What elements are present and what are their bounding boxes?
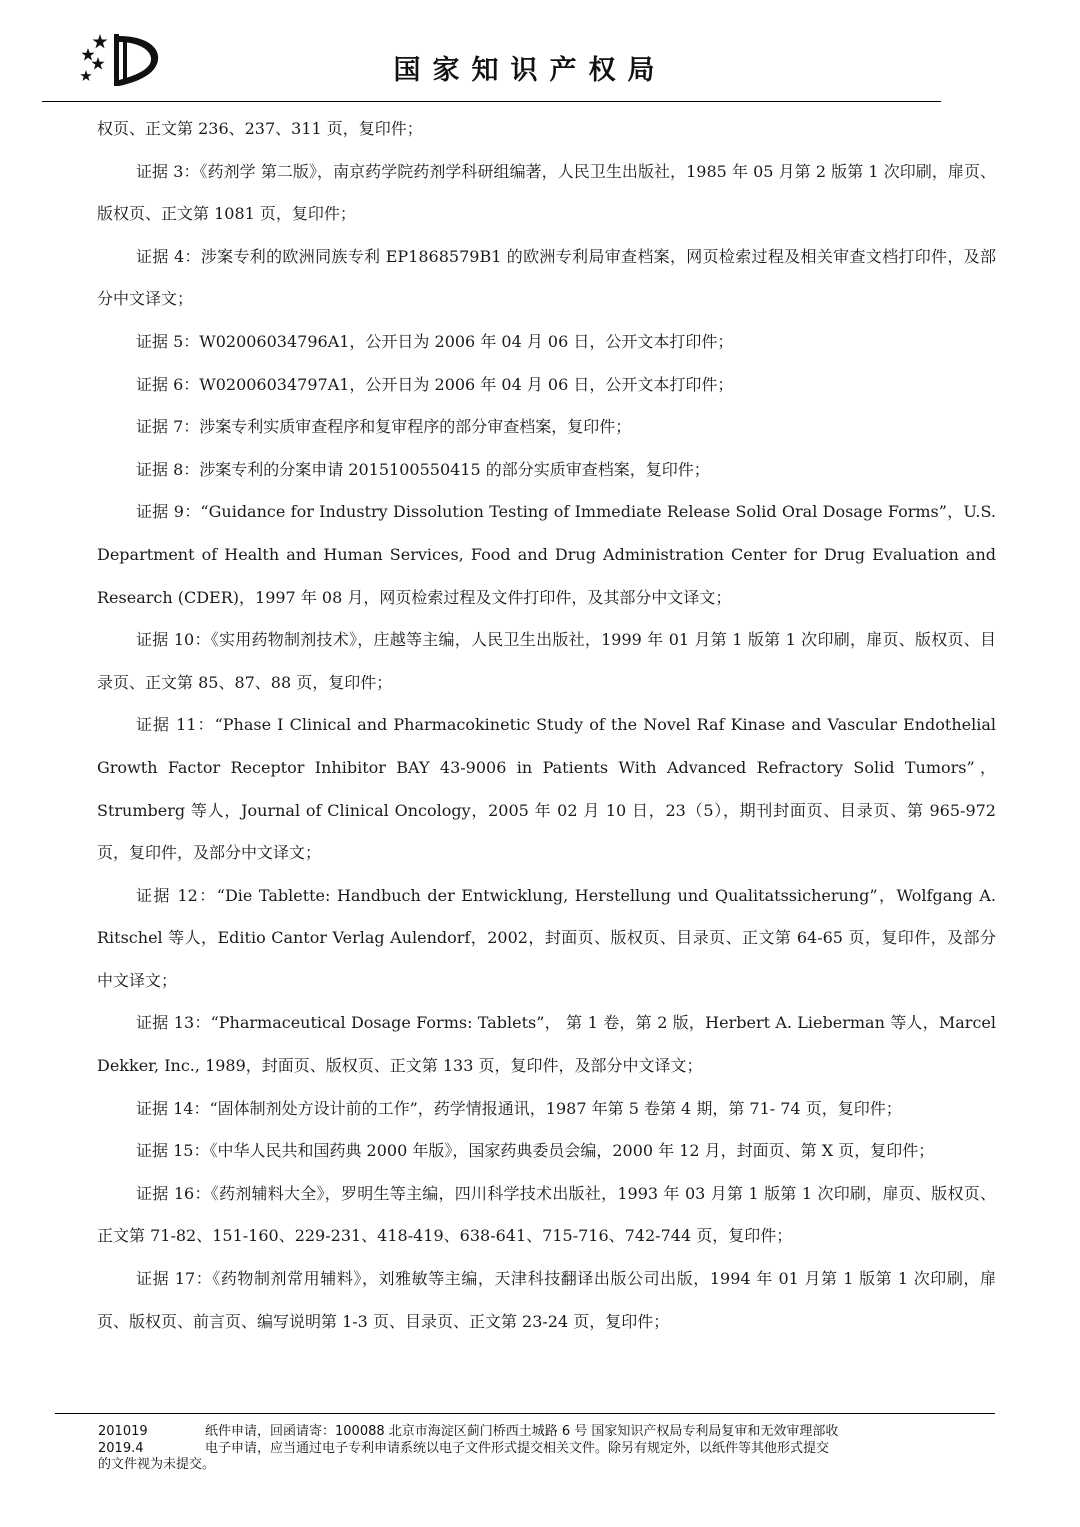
evidence-item: 证据 8：涉案专利的分案申请 2015100550415 的部分实质审查档案，复印件； bbox=[136, 459, 710, 479]
logo-star-icon bbox=[93, 34, 108, 48]
header-divider bbox=[42, 101, 941, 102]
footer-electronic-notice-cont: 的文件视为未提交。 bbox=[98, 1457, 216, 1472]
evidence-item: 证据 5：W02006034796A1，公开日为 2006 年 04 月 06 日，公开文本打印件； bbox=[136, 331, 734, 351]
evidence-item: 证据 15：《中华人民共和国药典 2000 年版》，国家药典委员会编，2000 年 12 月，封面页、第 X 页，复印件； bbox=[136, 1141, 935, 1161]
evidence-item: 证据 17：《药物制剂常用辅料》，刘雅敏等主编，天津科技翻译出版公司出版，1994 年 01 月第 1 版第 1 次印刷，扉页、版权页、前言页、编写说明第 1-3 页、目录页、正文第 23-24 页，复印件； bbox=[97, 1269, 996, 1331]
evidence-item: 证据 14：“固体制剂处方设计前的工作”，药学情报通讯，1987 年第 5 卷第 4 期，第 71- 74 页，复印件； bbox=[136, 1098, 902, 1118]
logo-star-icon bbox=[81, 48, 94, 61]
page-footer bbox=[98, 1424, 998, 1474]
footer-divider bbox=[55, 1413, 995, 1414]
evidence-item: 证据 4：涉案专利的欧洲同族专利 EP1868579B1 的欧洲专利局审查档案，网页检索过程及相关审查文档打印件，及部分中文译文； bbox=[97, 246, 996, 309]
logo-star-icon bbox=[80, 70, 92, 81]
footer-mail-notice: 纸件申请，回函请寄：100088 北京市海淀区蓟门桥西土城路 6 号 国家知识产权局专利局复审和无效审理部收 bbox=[205, 1424, 839, 1439]
evidence-item: 证据 9：“Guidance for Industry Dissolution Testing of Immediate Release Solid Oral Dosage Forms”，U.S. Department of Health and Human Services, Food and Drug Administration Center for Drug Evaluation and Research (CDER)，1997 年 08 月，网页检索过程及文件打印件，及其部分中文译文； bbox=[97, 502, 996, 607]
form-version: 2019.4 bbox=[98, 1440, 144, 1456]
evidence-item: 证据 11：“Phase I Clinical and Pharmacokinetic Study of the Novel Raf Kinase and Vascular Endothelial Growth Factor Receptor Inhibitor BAY 43-9006 in Patients With Advanced Refractory Solid Tumors”，Strumberg 等人，Journal of Clinical Oncology，2005 年 02 月 10 日，23（5），期刊封面页、目录页、第 965-972 页，复印件，及部分中文译文； bbox=[97, 715, 996, 863]
evidence-item: 证据 13：“Pharmaceutical Dosage Forms: Tablets”， 第 1 卷，第 2 版，Herbert A. Lieberman 等人，Marcel Dekker, Inc., 1989，封面页、版权页、正文第 133 页，复印件，及部分中文译文； bbox=[97, 1013, 996, 1076]
logo-star-icon bbox=[91, 57, 104, 70]
evidence-item: 证据 7：涉案专利实质审查程序和复审程序的部分审查档案，复印件； bbox=[136, 417, 632, 437]
page-header bbox=[0, 0, 1080, 104]
evidence-item: 证据 16：《药剂辅料大全》，罗明生等主编，四川科学技术出版社，1993 年 03 月第 1 版第 1 次印刷，扉页、版权页、正文第 71-82、151-160、229-231、418-419、638-641、715-716、742-744 页，复印件； bbox=[97, 1183, 996, 1246]
evidence-item: 证据 10：《实用药物制剂技术》，庄越等主编，人民卫生出版社，1999 年 01 月第 1 版第 1 次印刷，扉页、版权页、目录页、正文第 85、87、88 页，复印件； bbox=[97, 630, 996, 692]
cnipa-logo bbox=[78, 30, 162, 88]
footer-electronic-notice: 电子申请，应当通过电子专利申请系统以电子文件形式提交相关文件。除另有规定外，以纸件等其他形式提交 bbox=[205, 1440, 830, 1456]
logo-stem-shape bbox=[114, 34, 119, 86]
evidence-item: 证据 3：《药剂学 第二版》，南京药学院药剂学科研组编著，人民卫生出版社，1985 年 05 月第 2 版第 1 次印刷，扉页、版权页、正文第 1081 页，复印件； bbox=[97, 161, 996, 224]
evidence-item: 证据 12：“Die Tablette: Handbuch der Entwicklung, Herstellung und Qualitatssicherung”，Wolfgang A. Ritschel 等人，Editio Cantor Verlag Aulendorf，2002，封面页、版权页、目录页、正文第 64-65 页，复印件，及部分中文译文； bbox=[97, 885, 996, 990]
document-body bbox=[97, 108, 996, 1378]
logo-stem-shape bbox=[123, 40, 127, 82]
paragraph-continuation: 权页、正文第 236、237、311 页，复印件； bbox=[97, 119, 423, 138]
evidence-item: 证据 6：W02006034797A1，公开日为 2006 年 04 月 06 日，公开文本打印件； bbox=[136, 374, 734, 394]
office-name: 国家知识产权局 bbox=[393, 55, 667, 86]
form-code: 201019 bbox=[98, 1424, 148, 1439]
